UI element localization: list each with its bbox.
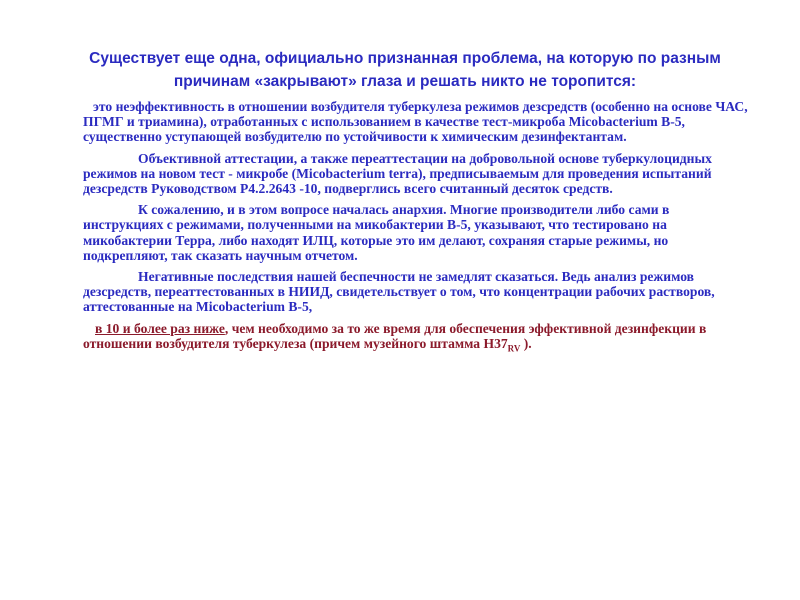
paragraph-3: К сожалению, и в этом вопросе началась анархия. Многие производители либо сами в инструкциях с режимами, полученными на микобактерии В-5, указывают, что тестировано на микобактерии Терра, либо находят ИЛЦ, которые это им делают, сохраняя старые режимы, но подкрепляют, так сказать научным отчетом.: [83, 202, 670, 263]
paragraph-1: это неэффективность в отношении возбудителя туберкулеза режимов дезсредств (особенно на основе ЧАС, ПГМГ и триамина), отработанных с использованием в качестве тест-микроба Micobacterium B-5, существенно уступающей возбудителю по устойчивости к химическим дезинфектантам.: [83, 99, 748, 145]
paragraph-5: [83, 321, 753, 357]
strain-subscript: RV: [507, 343, 521, 354]
highlighted-phrase: в 10 и более раз ниже: [95, 320, 225, 336]
paragraph-2: Объективной аттестации, а также переаттестации на добровольной основе туберкулоцидных режимов на новом тест - микробе (Micobacterium terra), предписываемым для проведения испытаний дезсредств Руководством Р4.2.2643 -10, подверглись всего считанный десяток средств.: [83, 150, 712, 197]
paragraph-5-end: ).: [520, 335, 532, 351]
slide-title: Существует еще одна, официально признанная проблема, на которую по разным причинам «закрывают» глаза и решать никто не торопится:: [89, 50, 721, 90]
slide-body: [83, 99, 753, 363]
paragraph-5-text: , чем необходимо за то же время для обеспечения эффективной дезинфекции в отношении возбудителя туберкулеза (причем музейного штамма H37: [83, 320, 707, 351]
paragraph-4: Негативные последствия нашей беспечности не замедлят сказаться. Ведь анализ режимов дезсредств, переаттестованных в НИИД, свидетельствует о том, что концентрации рабочих растворов, аттестованные на Micobacterium B-5,: [83, 269, 715, 315]
